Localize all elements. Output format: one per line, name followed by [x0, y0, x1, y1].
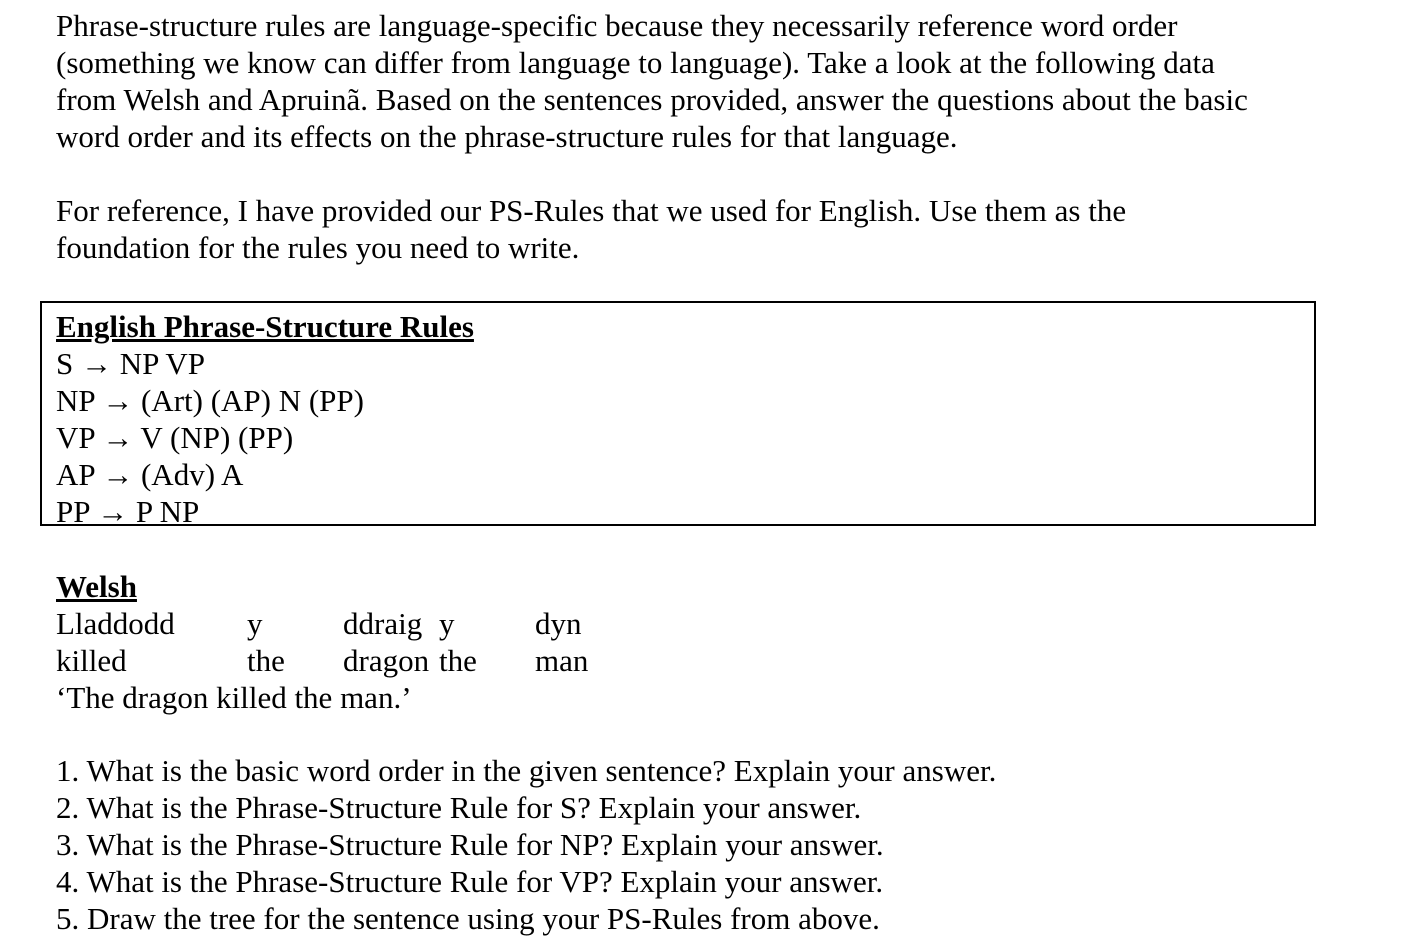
intro-line: (something we know can differ from language to language). Take a look at the following data [56, 45, 1215, 80]
welsh-word: ddraig [343, 606, 423, 641]
gloss-word: dragon [343, 643, 430, 678]
welsh-word: Lladdodd [56, 606, 175, 641]
rule-vp: VP → V (NP) (PP) [56, 420, 294, 455]
intro-line: from Welsh and Apruinã. Based on the sentences provided, answer the questions about the basic [56, 82, 1248, 117]
question-item: 3. What is the Phrase-Structure Rule for NP? Explain your answer. [56, 827, 884, 862]
rule-s: S → NP VP [56, 346, 206, 381]
gloss-word: killed [56, 643, 127, 678]
intro-paragraph [56, 7, 1248, 155]
welsh-gloss-row [56, 642, 589, 679]
questions-list [56, 752, 996, 937]
reference-line: For reference, I have provided our PS-Rules that we used for English. Use them as the [56, 193, 1127, 228]
question-item: 1. What is the basic word order in the given sentence? Explain your answer. [56, 753, 997, 788]
rule-np: NP → (Art) (AP) N (PP) [56, 383, 364, 418]
reference-line: foundation for the rules you need to write. [56, 230, 580, 265]
welsh-section [56, 568, 589, 716]
welsh-translation: ‘The dragon killed the man.’ [56, 680, 412, 715]
welsh-word: y [439, 606, 455, 641]
intro-line: word order and its effects on the phrase-structure rules for that language. [56, 119, 958, 154]
question-item: 5. Draw the tree for the sentence using your PS-Rules from above. [56, 901, 880, 936]
gloss-word: the [247, 643, 285, 678]
rule-ap: AP → (Adv) A [56, 457, 244, 492]
welsh-words-row [56, 605, 582, 642]
reference-paragraph [56, 192, 1126, 266]
welsh-word: y [247, 606, 263, 641]
rule-pp: PP → P NP [56, 494, 200, 529]
english-rules-box [40, 301, 1316, 529]
welsh-word: dyn [535, 606, 582, 641]
question-item: 4. What is the Phrase-Structure Rule for VP? Explain your answer. [56, 864, 884, 899]
gloss-word: the [439, 643, 477, 678]
intro-line: Phrase-structure rules are language-specific because they necessarily reference word order [56, 8, 1178, 43]
welsh-heading: Welsh [56, 569, 137, 604]
gloss-word: man [535, 643, 589, 678]
english-rules-heading: English Phrase-Structure Rules [56, 309, 474, 344]
question-item: 2. What is the Phrase-Structure Rule for S? Explain your answer. [56, 790, 862, 825]
